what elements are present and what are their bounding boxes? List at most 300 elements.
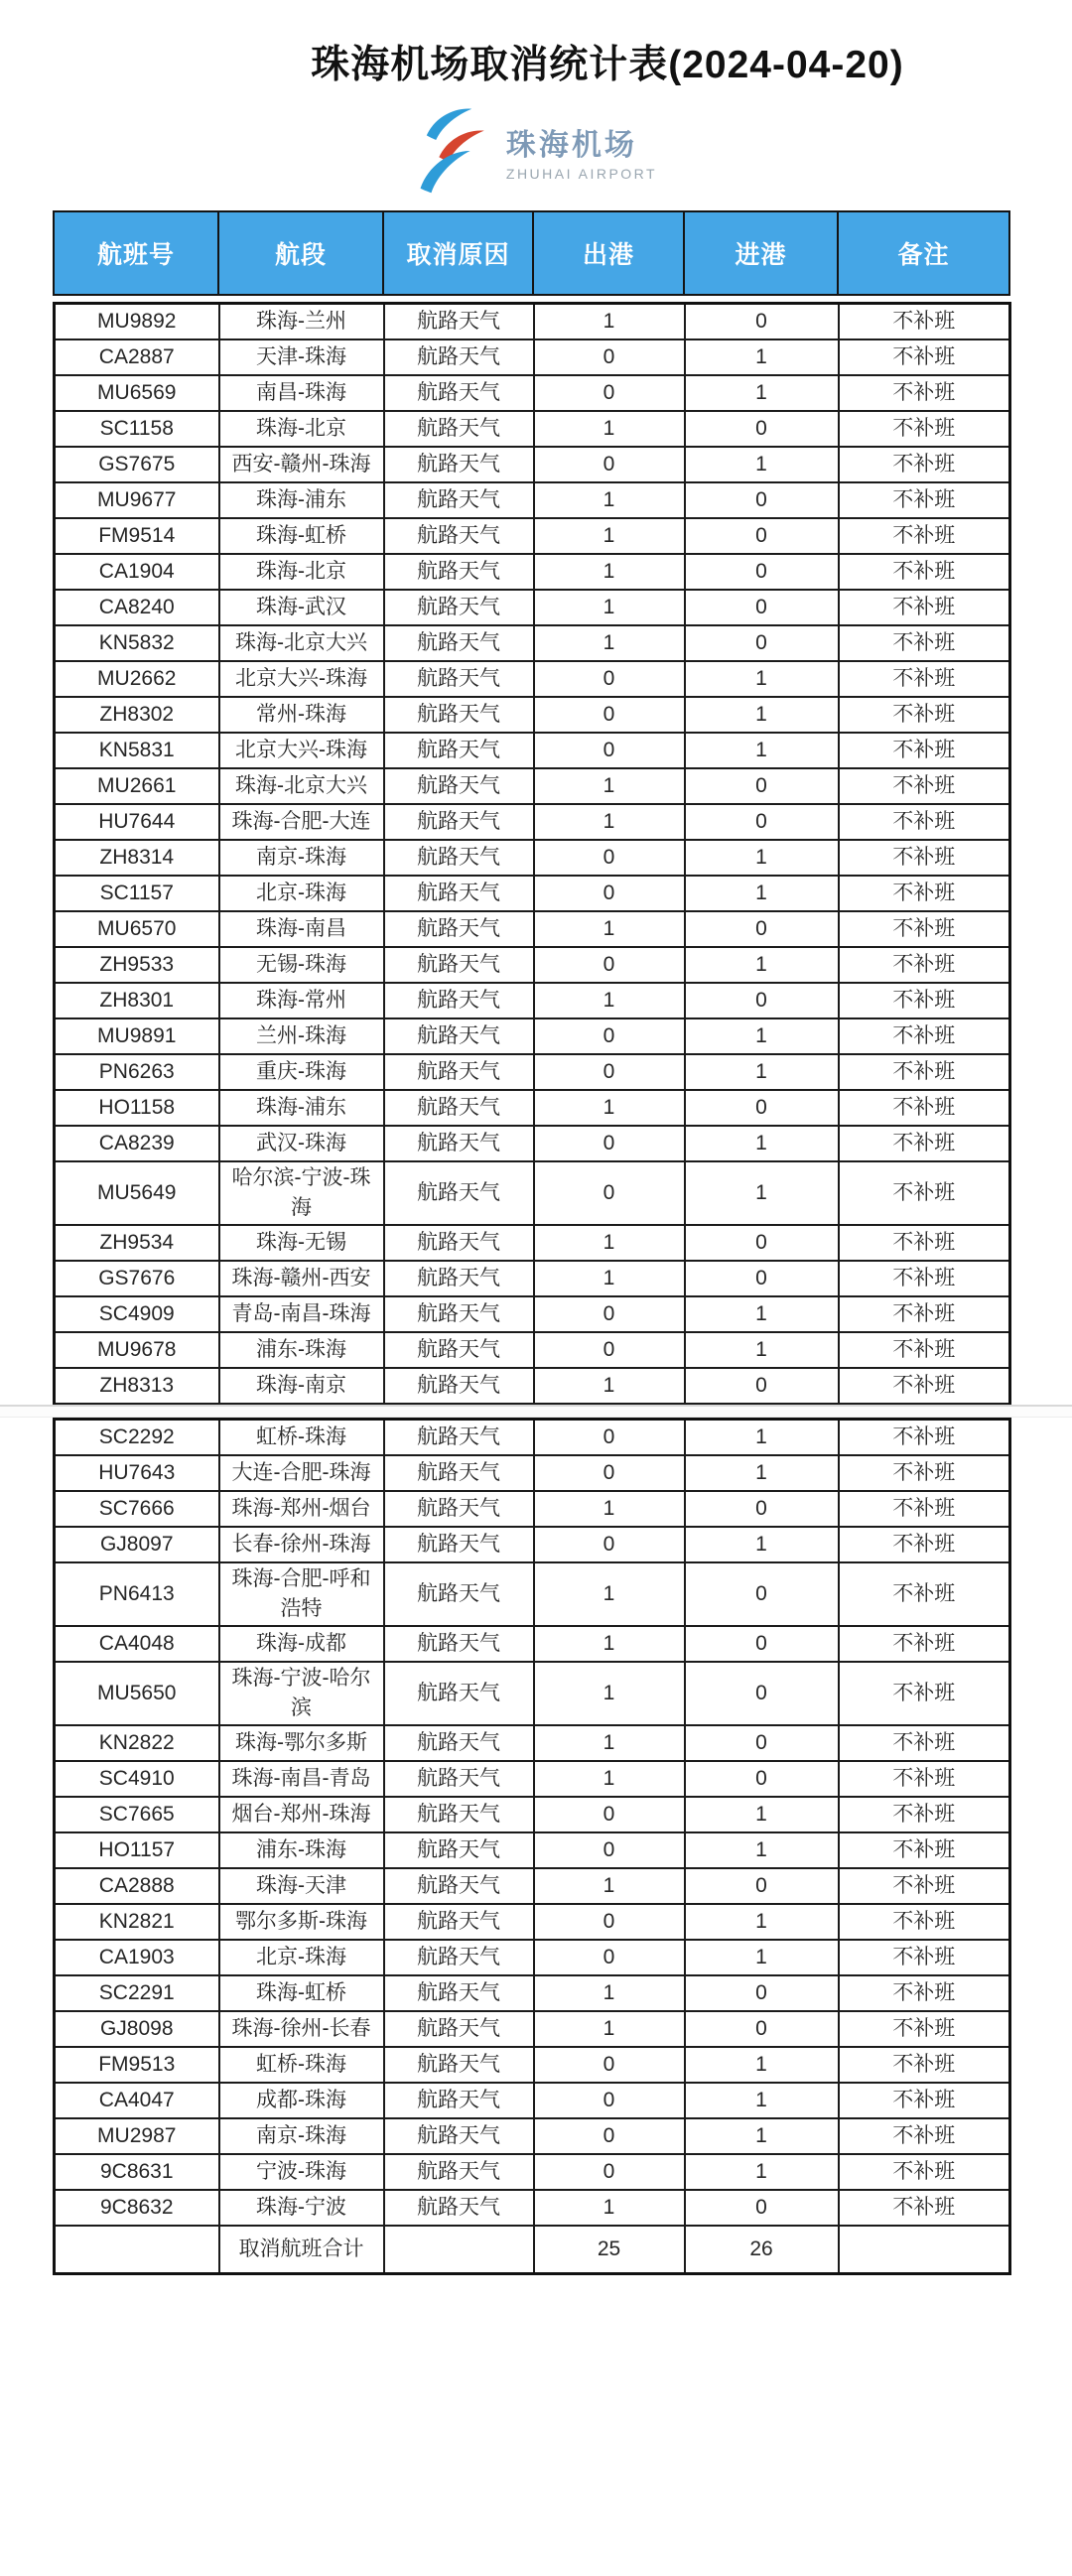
cell-arrival: 0 (685, 1975, 839, 2011)
cell-reason: 航路天气 (384, 518, 534, 554)
cell-flight-no: FM9513 (55, 2047, 219, 2083)
cell-arrival: 1 (685, 1527, 839, 1562)
cell-arrival: 0 (685, 1225, 839, 1261)
cell-segment: 珠海-南京 (219, 1368, 384, 1404)
cell-flight-no: ZH8313 (55, 1368, 219, 1404)
cell-arrival: 1 (685, 1940, 839, 1975)
cell-flight-no: MU9892 (55, 304, 219, 340)
cell-segment: 珠海-赣州-西安 (219, 1261, 384, 1296)
cell-departure: 1 (534, 482, 685, 518)
cell-remark: 不补班 (839, 1626, 1010, 1662)
column-header-1: 航班号 (54, 211, 218, 295)
cell-remark: 不补班 (839, 590, 1010, 625)
cell-arrival: 0 (685, 1261, 839, 1296)
cell-remark: 不补班 (839, 625, 1010, 661)
cell-arrival: 1 (685, 733, 839, 768)
cell-flight-no (55, 2226, 219, 2274)
cell-arrival: 0 (685, 2190, 839, 2226)
cell-remark: 不补班 (839, 1332, 1010, 1368)
cell-remark: 不补班 (839, 1868, 1010, 1904)
cell-segment: 珠海-南昌-青岛 (219, 1761, 384, 1797)
logo-name-cn: 珠海机场 (505, 129, 637, 162)
cell-remark: 不补班 (839, 2118, 1010, 2154)
cell-reason: 航路天气 (384, 1527, 534, 1562)
cell-departure: 0 (534, 1054, 685, 1090)
cell-reason: 航路天气 (384, 375, 534, 411)
cell-arrival: 1 (685, 375, 839, 411)
cell-departure: 1 (534, 518, 685, 554)
cell-arrival: 0 (685, 1868, 839, 1904)
cell-reason: 航路天气 (384, 304, 534, 340)
cell-arrival: 1 (685, 947, 839, 983)
cell-flight-no: CA8240 (55, 590, 219, 625)
table-row (55, 1626, 1010, 1662)
cell-flight-no: SC7666 (55, 1491, 219, 1527)
cell-segment: 浦东-珠海 (219, 1332, 384, 1368)
cell-arrival: 0 (685, 1662, 839, 1725)
table-row (55, 1904, 1010, 1940)
cell-reason: 航路天气 (384, 2154, 534, 2190)
cell-departure: 1 (534, 1368, 685, 1404)
cell-departure: 1 (534, 1261, 685, 1296)
cell-reason: 航路天气 (384, 1161, 534, 1225)
table-row (55, 304, 1010, 340)
cell-reason: 航路天气 (384, 733, 534, 768)
cell-remark: 不补班 (839, 1725, 1010, 1761)
cell-arrival: 1 (685, 661, 839, 697)
cell-segment: 珠海-郑州-烟台 (219, 1491, 384, 1527)
cell-departure: 0 (534, 1455, 685, 1491)
cell-departure: 1 (534, 1225, 685, 1261)
cell-arrival: 0 (685, 1626, 839, 1662)
cell-flight-no: HO1157 (55, 1832, 219, 1868)
cell-departure: 1 (534, 804, 685, 840)
cell-departure: 0 (534, 339, 685, 375)
cell-arrival: 0 (685, 1090, 839, 1126)
cell-flight-no: GS7675 (55, 447, 219, 482)
cell-departure: 1 (534, 1725, 685, 1761)
table-row (55, 1940, 1010, 1975)
cell-remark: 不补班 (839, 1797, 1010, 1832)
cell-departure: 1 (534, 625, 685, 661)
cell-departure: 0 (534, 2118, 685, 2154)
cell-flight-no: MU5650 (55, 1662, 219, 1725)
table-row (55, 1296, 1010, 1332)
table-row (55, 947, 1010, 983)
cell-arrival: 0 (685, 590, 839, 625)
cell-segment: 大连-合肥-珠海 (219, 1455, 384, 1491)
cell-reason: 航路天气 (384, 339, 534, 375)
table-row (55, 2011, 1010, 2047)
cell-arrival: 1 (685, 1420, 839, 1456)
cell-segment: 青岛-南昌-珠海 (219, 1296, 384, 1332)
cell-flight-no: CA2888 (55, 1868, 219, 1904)
cell-segment: 珠海-无锡 (219, 1225, 384, 1261)
table-row (55, 1662, 1010, 1725)
cell-remark: 不补班 (839, 768, 1010, 804)
cell-departure: 0 (534, 2083, 685, 2118)
page-title: 珠海机场取消统计表(2024-04-20) (311, 44, 904, 86)
cell-reason: 航路天气 (384, 876, 534, 911)
cell-segment: 珠海-宁波-哈尔滨 (219, 1662, 384, 1725)
cell-reason: 航路天气 (384, 1332, 534, 1368)
cell-flight-no: SC2291 (55, 1975, 219, 2011)
cell-reason: 航路天气 (384, 1054, 534, 1090)
table-row (55, 1562, 1010, 1626)
cell-departure: 0 (534, 1527, 685, 1562)
cell-reason: 航路天气 (384, 411, 534, 447)
table-row (55, 2047, 1010, 2083)
cell-flight-no: MU9678 (55, 1332, 219, 1368)
cell-remark: 不补班 (839, 554, 1010, 590)
cell-arrival: 1 (685, 1126, 839, 1161)
table-row (55, 339, 1010, 375)
cell-flight-no: KN2821 (55, 1904, 219, 1940)
cell-segment: 西安-赣州-珠海 (219, 447, 384, 482)
cell-departure: 0 (534, 840, 685, 876)
cell-segment: 珠海-成都 (219, 1626, 384, 1662)
cell-arrival: 1 (685, 1054, 839, 1090)
cell-flight-no: SC7665 (55, 1797, 219, 1832)
table-row (55, 840, 1010, 876)
cell-segment: 北京-珠海 (219, 1940, 384, 1975)
cell-arrival: 0 (685, 518, 839, 554)
cell-arrival: 1 (685, 2154, 839, 2190)
cell-segment: 珠海-天津 (219, 1868, 384, 1904)
cell-segment: 珠海-合肥-大连 (219, 804, 384, 840)
cell-arrival: 0 (685, 983, 839, 1018)
cell-departure: 1 (534, 304, 685, 340)
cell-flight-no: ZH8314 (55, 840, 219, 876)
cell-arrival: 1 (685, 1018, 839, 1054)
cell-reason: 航路天气 (384, 840, 534, 876)
table-row (55, 768, 1010, 804)
cell-reason: 航路天气 (384, 1018, 534, 1054)
cell-departure: 1 (534, 1868, 685, 1904)
table-row (55, 1090, 1010, 1126)
cell-segment: 南昌-珠海 (219, 375, 384, 411)
cell-departure: 0 (534, 1296, 685, 1332)
cell-flight-no: 9C8631 (55, 2154, 219, 2190)
cell-segment: 兰州-珠海 (219, 1018, 384, 1054)
cell-remark: 不补班 (839, 411, 1010, 447)
cell-remark: 不补班 (839, 482, 1010, 518)
table-row (55, 482, 1010, 518)
page-seam (0, 1405, 1072, 1418)
cell-remark: 不补班 (839, 840, 1010, 876)
cell-remark: 不补班 (839, 1126, 1010, 1161)
bottom-whitespace (0, 2275, 1072, 2335)
cell-remark: 不补班 (839, 2047, 1010, 2083)
cell-flight-no: CA1904 (55, 554, 219, 590)
cell-arrival: 0 (685, 2011, 839, 2047)
cell-departure: 0 (534, 733, 685, 768)
table-row (55, 1225, 1010, 1261)
cell-remark: 不补班 (839, 1261, 1010, 1296)
cell-departure: 1 (534, 590, 685, 625)
cell-departure: 0 (534, 1420, 685, 1456)
cell-flight-no: GS7676 (55, 1261, 219, 1296)
table-row (55, 1491, 1010, 1527)
cell-remark: 不补班 (839, 1940, 1010, 1975)
table-row (55, 2190, 1010, 2226)
cell-departure: 1 (534, 1662, 685, 1725)
table-row (55, 804, 1010, 840)
cell-arrival: 1 (685, 2118, 839, 2154)
cell-arrival: 1 (685, 1296, 839, 1332)
cancellation-table-part1 (53, 302, 1011, 1405)
cell-flight-no: SC1158 (55, 411, 219, 447)
cell-flight-no: CA1903 (55, 1940, 219, 1975)
cell-segment: 鄂尔多斯-珠海 (219, 1904, 384, 1940)
table-row (55, 1868, 1010, 1904)
cell-remark: 不补班 (839, 1090, 1010, 1126)
table-row (55, 1018, 1010, 1054)
cell-segment: 虹桥-珠海 (219, 1420, 384, 1456)
cell-arrival: 0 (685, 1491, 839, 1527)
cell-remark: 不补班 (839, 911, 1010, 947)
cell-segment: 哈尔滨-宁波-珠海 (219, 1161, 384, 1225)
table-row (55, 590, 1010, 625)
table-row (55, 2154, 1010, 2190)
cell-departure: 0 (534, 1161, 685, 1225)
cell-flight-no: MU2661 (55, 768, 219, 804)
cell-segment: 珠海-常州 (219, 983, 384, 1018)
cell-reason: 航路天气 (384, 768, 534, 804)
cell-remark: 不补班 (839, 1455, 1010, 1491)
cell-departure: 0 (534, 1904, 685, 1940)
cell-segment: 珠海-南昌 (219, 911, 384, 947)
table-row (55, 1527, 1010, 1562)
cell-remark: 不补班 (839, 804, 1010, 840)
cell-reason: 航路天气 (384, 804, 534, 840)
cell-arrival: 0 (685, 1368, 839, 1404)
airport-logo-icon (415, 104, 494, 198)
cell-remark: 不补班 (839, 304, 1010, 340)
cell-remark: 不补班 (839, 983, 1010, 1018)
cell-reason: 航路天气 (384, 447, 534, 482)
column-header-4: 出港 (533, 211, 684, 295)
cell-remark: 不补班 (839, 661, 1010, 697)
cell-reason: 航路天气 (384, 911, 534, 947)
cell-departure: 0 (534, 1018, 685, 1054)
cell-flight-no: CA4047 (55, 2083, 219, 2118)
cell-segment: 武汉-珠海 (219, 1126, 384, 1161)
cell-segment: 天津-珠海 (219, 339, 384, 375)
cell-remark: 不补班 (839, 2190, 1010, 2226)
column-header-2: 航段 (218, 211, 383, 295)
cell-flight-no: CA8239 (55, 1126, 219, 1161)
table-row (55, 554, 1010, 590)
cell-reason: 航路天气 (384, 2011, 534, 2047)
cell-arrival: 0 (685, 1725, 839, 1761)
table-row (55, 518, 1010, 554)
cell-reason: 航路天气 (384, 1904, 534, 1940)
cell-remark: 不补班 (839, 876, 1010, 911)
cell-remark: 不补班 (839, 2011, 1010, 2047)
cell-remark: 不补班 (839, 518, 1010, 554)
cell-reason: 航路天气 (384, 1225, 534, 1261)
cell-reason: 航路天气 (384, 983, 534, 1018)
cell-departure: 0 (534, 447, 685, 482)
cell-arrival: 1 (685, 2047, 839, 2083)
cell-segment: 珠海-鄂尔多斯 (219, 1725, 384, 1761)
cell-flight-no: ZH8301 (55, 983, 219, 1018)
cell-flight-no: MU2987 (55, 2118, 219, 2154)
cell-flight-no: GJ8097 (55, 1527, 219, 1562)
cell-segment: 北京-珠海 (219, 876, 384, 911)
cell-segment: 取消航班合计 (219, 2226, 384, 2274)
cell-reason: 航路天气 (384, 625, 534, 661)
cell-reason: 航路天气 (384, 1261, 534, 1296)
table-row (55, 1725, 1010, 1761)
cell-segment: 珠海-宁波 (219, 2190, 384, 2226)
cell-segment: 北京大兴-珠海 (219, 733, 384, 768)
cell-reason: 航路天气 (384, 554, 534, 590)
cell-remark: 不补班 (839, 1761, 1010, 1797)
cell-remark: 不补班 (839, 339, 1010, 375)
cell-segment: 珠海-浦东 (219, 482, 384, 518)
cell-flight-no: 9C8632 (55, 2190, 219, 2226)
cell-flight-no: FM9514 (55, 518, 219, 554)
cell-segment: 珠海-徐州-长春 (219, 2011, 384, 2047)
cell-departure: 1 (534, 1562, 685, 1626)
cell-departure: 1 (534, 411, 685, 447)
cell-arrival: 1 (685, 840, 839, 876)
cell-remark: 不补班 (839, 1161, 1010, 1225)
cell-remark: 不补班 (839, 1225, 1010, 1261)
cell-arrival: 1 (685, 1455, 839, 1491)
cell-flight-no: PN6263 (55, 1054, 219, 1090)
cell-departure: 0 (534, 2047, 685, 2083)
table-row (55, 1832, 1010, 1868)
cell-reason: 航路天气 (384, 1725, 534, 1761)
cell-arrival: 0 (685, 304, 839, 340)
cell-reason: 航路天气 (384, 1797, 534, 1832)
table-row (55, 1761, 1010, 1797)
cell-remark: 不补班 (839, 1832, 1010, 1868)
cell-reason: 航路天气 (384, 2083, 534, 2118)
cell-departure: 0 (534, 947, 685, 983)
cell-segment: 浦东-珠海 (219, 1832, 384, 1868)
cell-flight-no: KN5831 (55, 733, 219, 768)
cell-arrival: 1 (685, 1904, 839, 1940)
cell-remark: 不补班 (839, 1527, 1010, 1562)
cell-reason: 航路天气 (384, 1832, 534, 1868)
cell-arrival: 1 (685, 339, 839, 375)
cell-remark: 不补班 (839, 2083, 1010, 2118)
column-header-5: 进港 (684, 211, 838, 295)
cell-segment: 烟台-郑州-珠海 (219, 1797, 384, 1832)
cell-remark: 不补班 (839, 1662, 1010, 1725)
cell-departure: 0 (534, 876, 685, 911)
cell-arrival: 0 (685, 625, 839, 661)
cell-remark: 不补班 (839, 1562, 1010, 1626)
cell-reason: 航路天气 (384, 1626, 534, 1662)
cell-reason: 航路天气 (384, 1868, 534, 1904)
cell-departure: 1 (534, 768, 685, 804)
table-row (55, 911, 1010, 947)
cell-flight-no: GJ8098 (55, 2011, 219, 2047)
cell-remark: 不补班 (839, 375, 1010, 411)
cell-departure: 0 (534, 1832, 685, 1868)
cell-flight-no: CA4048 (55, 1626, 219, 1662)
cell-flight-no: MU5649 (55, 1161, 219, 1225)
cell-reason: 航路天气 (384, 1940, 534, 1975)
logo-name-en: ZHUHAI AIRPORT (505, 166, 658, 182)
cell-reason: 航路天气 (384, 2118, 534, 2154)
airport-logo (0, 103, 1072, 199)
cell-reason: 航路天气 (384, 1126, 534, 1161)
cell-remark: 不补班 (839, 1368, 1010, 1404)
cancellation-table-header (53, 210, 1010, 296)
cell-departure: 1 (534, 1761, 685, 1797)
cell-departure: 0 (534, 1126, 685, 1161)
cell-remark: 不补班 (839, 1975, 1010, 2011)
table-row (55, 1797, 1010, 1832)
cell-departure: 1 (534, 2011, 685, 2047)
cell-flight-no: CA2887 (55, 339, 219, 375)
cell-flight-no: MU9677 (55, 482, 219, 518)
cell-flight-no: SC2292 (55, 1420, 219, 1456)
cell-flight-no: HU7643 (55, 1455, 219, 1491)
cell-reason: 航路天气 (384, 661, 534, 697)
table-row (55, 1161, 1010, 1225)
cell-departure: 0 (534, 2154, 685, 2190)
table-row (55, 1368, 1010, 1404)
cell-flight-no: KN2822 (55, 1725, 219, 1761)
table-row (55, 661, 1010, 697)
cell-departure: 1 (534, 1090, 685, 1126)
cell-flight-no: ZH9533 (55, 947, 219, 983)
cell-arrival: 1 (685, 1832, 839, 1868)
cell-segment: 虹桥-珠海 (219, 2047, 384, 2083)
cell-remark: 不补班 (839, 733, 1010, 768)
cell-segment: 北京大兴-珠海 (219, 661, 384, 697)
cell-arrival: 1 (685, 1797, 839, 1832)
cell-segment: 珠海-武汉 (219, 590, 384, 625)
cell-arrival: 0 (685, 554, 839, 590)
cell-remark: 不补班 (839, 697, 1010, 733)
cell-reason: 航路天气 (384, 1662, 534, 1725)
cell-departure: 1 (534, 983, 685, 1018)
airport-logo-text (506, 120, 657, 182)
cell-reason: 航路天气 (384, 482, 534, 518)
cell-remark: 不补班 (839, 1491, 1010, 1527)
cell-flight-no: MU9891 (55, 1018, 219, 1054)
cell-segment: 宁波-珠海 (219, 2154, 384, 2190)
cell-arrival: 0 (685, 411, 839, 447)
header-row (54, 211, 1009, 295)
cell-reason: 航路天气 (384, 590, 534, 625)
cell-departure: 1 (534, 1626, 685, 1662)
cell-departure: 1 (534, 911, 685, 947)
cell-reason: 航路天气 (384, 947, 534, 983)
cell-reason: 航路天气 (384, 1975, 534, 2011)
cell-segment: 南京-珠海 (219, 840, 384, 876)
cell-departure: 25 (534, 2226, 685, 2274)
cell-segment: 珠海-北京大兴 (219, 625, 384, 661)
cell-segment: 南京-珠海 (219, 2118, 384, 2154)
cell-segment: 珠海-浦东 (219, 1090, 384, 1126)
cell-flight-no: KN5832 (55, 625, 219, 661)
cell-remark: 不补班 (839, 1054, 1010, 1090)
cell-reason: 航路天气 (384, 1090, 534, 1126)
cell-arrival: 1 (685, 2083, 839, 2118)
cell-remark: 不补班 (839, 1904, 1010, 1940)
cell-flight-no: MU6569 (55, 375, 219, 411)
cancellation-table-part2 (53, 1418, 1011, 2275)
